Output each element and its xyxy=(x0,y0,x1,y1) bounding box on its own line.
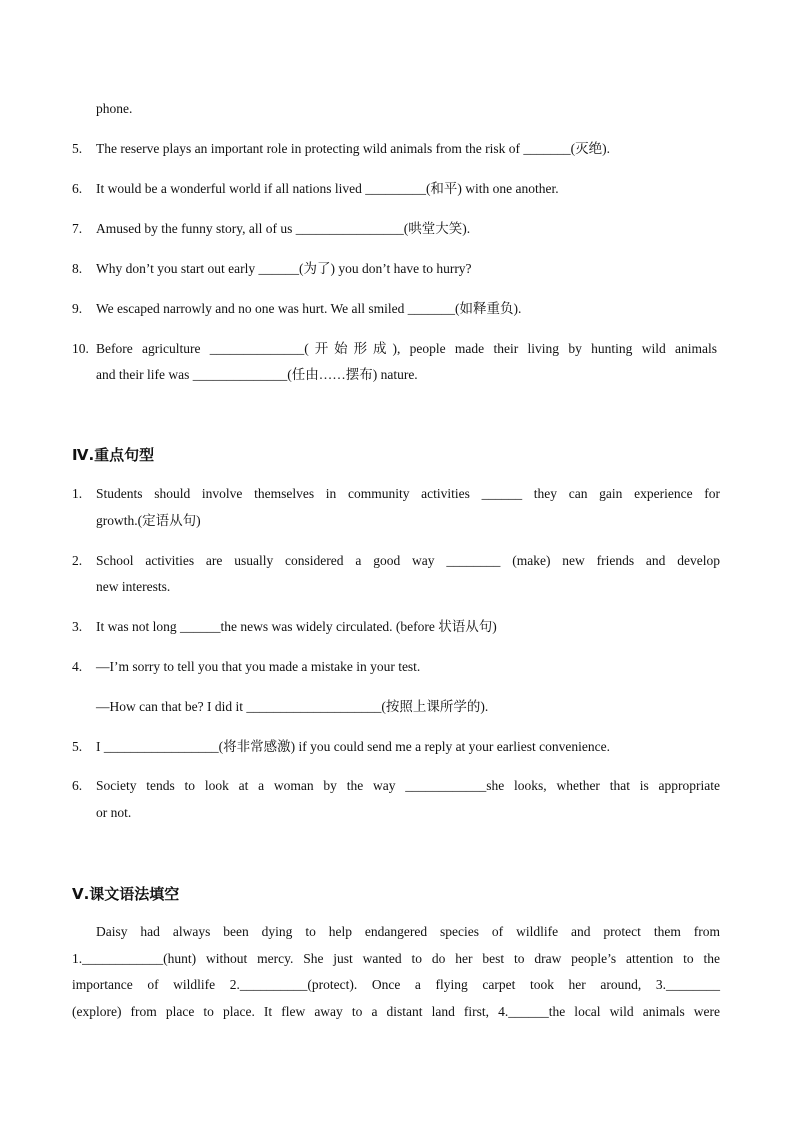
sentence-line: Students should involve themselves in community activities ______ they can gain experience for xyxy=(96,486,720,501)
item-number: 2. xyxy=(72,553,83,568)
sentence-line: It was not long ______the news was widely circulated. (before 状语从句) xyxy=(96,619,497,634)
sentence-line: Society tends to look at a woman by the way ____________she looks, whether that is appropriate xyxy=(96,778,720,793)
sentence-line: I _________________(将非常感激) if you could send me a reply at your earliest convenience. xyxy=(96,739,610,754)
item-number: 5. xyxy=(72,141,83,156)
passage-line: (explore) from place to place. It flew away to a distant land first, 4.______the local wild animals were xyxy=(72,1004,720,1019)
sentence-line: new interests. xyxy=(96,579,171,594)
passage-line: Daisy had always been dying to help endangered species of wildlife and protect them from xyxy=(96,924,720,939)
sentence-line: We escaped narrowly and no one was hurt. We all smiled _______(如释重负). xyxy=(96,301,522,316)
sentence-line: School activities are usually considered a good way ________ (make) new friends and develop xyxy=(96,553,720,568)
sentence-line: —I’m sorry to tell you that you made a mistake in your test. xyxy=(96,659,421,674)
item-number: 10. xyxy=(72,341,89,356)
sentence-line: Before agriculture ______________(开始形成), people made their living by hunting wild animals xyxy=(96,341,717,356)
sentence-line: —How can that be? I did it ____________________(按照上课所学的). xyxy=(96,699,489,714)
continued-line: phone. xyxy=(96,101,133,116)
passage-line: 1.____________(hunt) without mercy. She just wanted to do her best to draw people’s attention to the xyxy=(72,951,720,966)
sentence-line: Amused by the funny story, all of us ________________(哄堂大笑). xyxy=(96,221,471,236)
item-number: 1. xyxy=(72,486,83,501)
sentence-line: Why don’t you start out early ______(为了) you don’t have to hurry? xyxy=(96,261,472,276)
passage-line: importance of wildlife 2.__________(protect). Once a flying carpet took her around, 3.________ xyxy=(72,977,720,992)
item-number: 3. xyxy=(72,619,83,634)
section-heading: Ⅴ.课文语法填空 xyxy=(72,885,180,903)
section-heading: Ⅳ.重点句型 xyxy=(72,446,155,464)
item-number: 6. xyxy=(72,778,83,793)
item-number: 5. xyxy=(72,739,83,754)
item-number: 6. xyxy=(72,181,83,196)
item-number: 8. xyxy=(72,261,83,276)
sentence-line: and their life was ______________(任由……摆布) nature. xyxy=(96,367,418,382)
sentence-line: growth.(定语从句) xyxy=(96,513,201,528)
sentence-line: It would be a wonderful world if all nations lived _________(和平) with one another. xyxy=(96,181,559,196)
item-number: 4. xyxy=(72,659,83,674)
item-number: 9. xyxy=(72,301,83,316)
sentence-line: or not. xyxy=(96,805,132,820)
sentence-line: The reserve plays an important role in protecting wild animals from the risk of _______(灭绝). xyxy=(96,141,610,156)
item-number: 7. xyxy=(72,221,83,236)
